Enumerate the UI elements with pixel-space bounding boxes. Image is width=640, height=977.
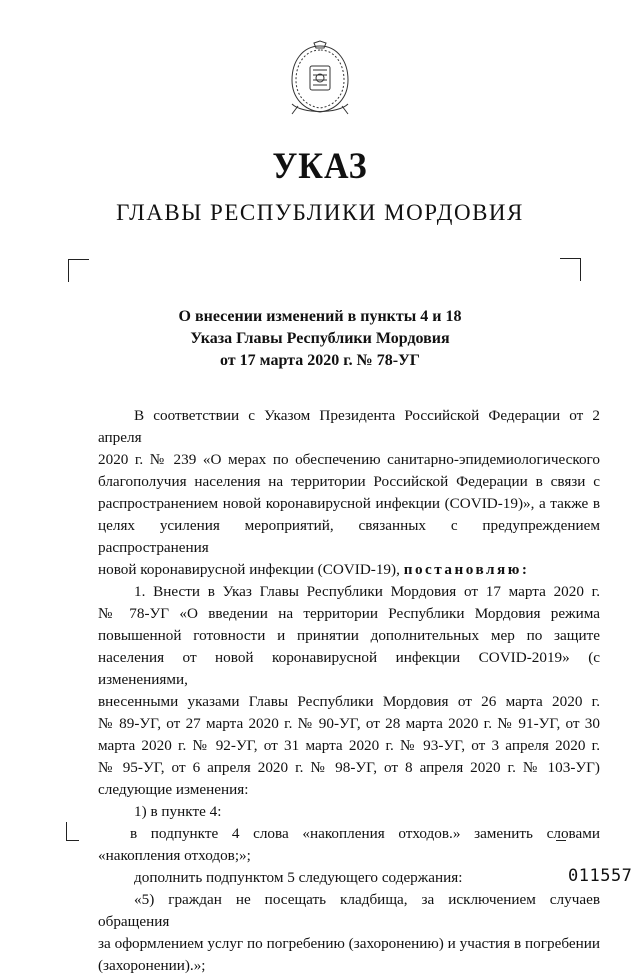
item1-line: повышенной готовности и принятии дополнительных мер по защите [98, 627, 600, 644]
preamble-line: благополучия населения на территории Российской Федерации в связи с [98, 473, 600, 490]
margin-corner-mark-top-right [560, 258, 581, 281]
item1-line: № 95-УГ, от 6 апреля 2020 г. № 98-УГ, от 8 апреля 2020 г. № 103-УГ) [98, 759, 600, 776]
document-subject [0, 306, 640, 372]
document-serial-number: 011557 [568, 866, 633, 886]
preamble-line-final [98, 559, 600, 581]
subitem-line: (захоронении).»; [98, 957, 206, 974]
subitem-line: «5) граждан не посещать кладбища, за исключением случаев обращения [98, 891, 600, 930]
subitem-line: «накопления отходов;»; [98, 847, 251, 864]
preamble-line: 2020 г. № 239 «О мерах по обеспечению санитарно-эпидемиологического [98, 451, 600, 468]
margin-corner-mark-top-left [68, 259, 89, 282]
item1-line: марта 2020 г. № 92-УГ, от 31 марта 2020 г. № 93-УГ, от 3 апреля 2020 г. [98, 737, 600, 754]
subject-line: от 17 марта 2020 г. № 78-УГ [220, 352, 420, 369]
item1-line: следующие изменения: [98, 781, 249, 798]
preamble-line: целях усиления мероприятий, связанных с предупреждением распространения [98, 517, 600, 556]
resolve-word: постановляю: [403, 561, 530, 578]
subitem-heading: 1) в пункте 4: [134, 803, 222, 820]
document-body [98, 405, 600, 977]
preamble-line: В соответствии с Указом Президента Российской Федерации от 2 апреля [98, 407, 600, 446]
preamble-line-text: новой коронавирусной инфекции (COVID-19), [98, 561, 400, 578]
item1-line: 1. Внести в Указ Главы Республики Мордовия от 17 марта 2020 г. [134, 583, 600, 600]
item1-line: внесенными указами Главы Республики Мордовия от 26 марта 2020 г. [98, 693, 600, 710]
coat-of-arms-icon [284, 40, 356, 118]
preamble-line: распространением новой коронавирусной инфекции (COVID-19)», а также в [98, 495, 600, 512]
margin-corner-mark-bottom-left [66, 822, 79, 841]
document-title: УКАЗ [272, 146, 368, 187]
item1-line: № 89-УГ, от 27 марта 2020 г. № 90-УГ, от 28 марта 2020 г. № 91-УГ, от 30 [98, 715, 600, 732]
item1-line: № 78-УГ «О введении на территории Республики Мордовия режима [98, 605, 600, 622]
subitem-line: в подпункте 4 слова «накопления отходов.» заменить словами [130, 825, 600, 842]
document-issuer: ГЛАВЫ РЕСПУБЛИКИ МОРДОВИЯ [116, 200, 524, 225]
subject-line: О внесении изменений в пункты 4 и 18 [178, 308, 462, 325]
subject-line: Указа Главы Республики Мордовия [190, 330, 450, 347]
subitem-line: за оформлением услуг по погребению (захоронению) и участия в погребении [98, 935, 600, 952]
item1-line: населения от новой коронавирусной инфекции COVID-2019» (с изменениями, [98, 649, 600, 688]
subitem-line: дополнить подпунктом 5 следующего содержания: [134, 869, 463, 886]
